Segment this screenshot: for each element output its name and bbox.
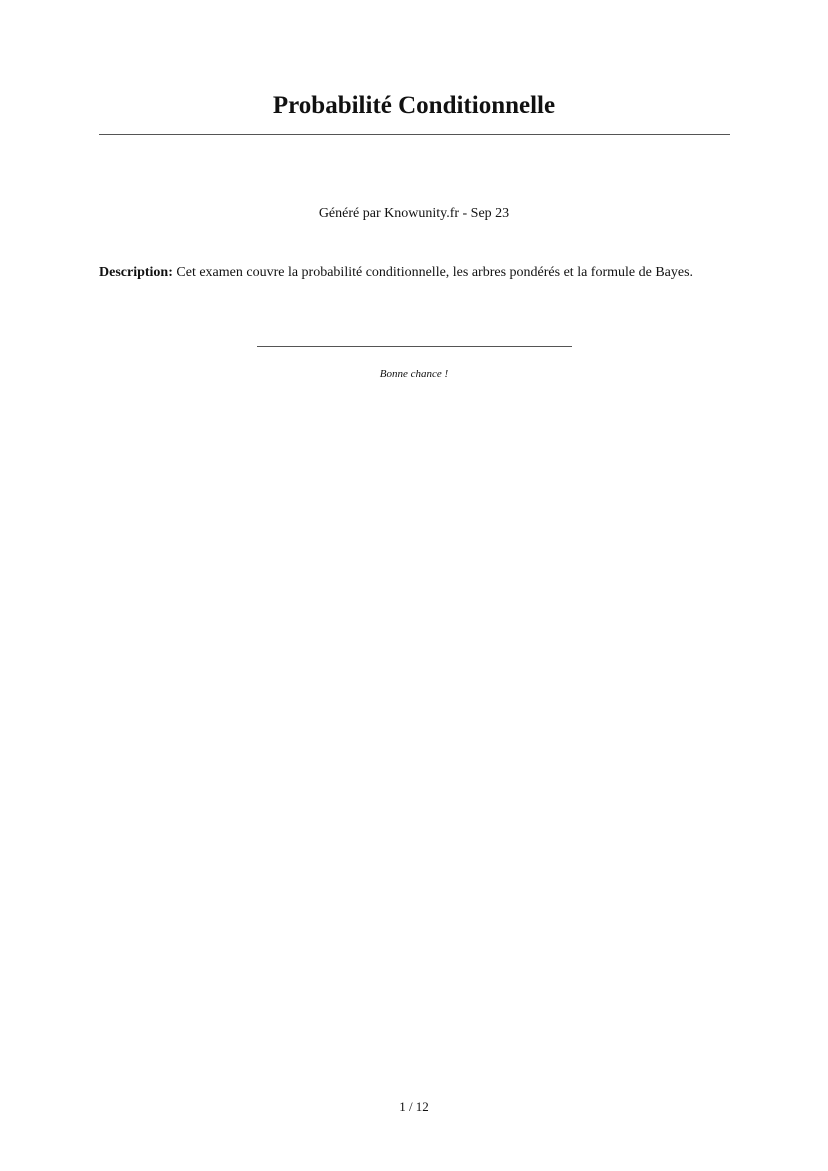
title-divider xyxy=(99,134,730,135)
description-paragraph xyxy=(99,262,730,283)
closing-message: Bonne chance ! xyxy=(379,368,449,380)
description-text: Cet examen couvre la probabilité conditionnelle, les arbres pondérés et la formule de Bayes. xyxy=(176,265,694,280)
page-number: 1 / 12 xyxy=(399,1099,429,1114)
section-divider xyxy=(257,346,572,347)
page-title: Probabilité Conditionnelle xyxy=(272,92,556,119)
description-label: Description: xyxy=(99,265,173,280)
generated-by-line: Généré par Knowunity.fr - Sep 23 xyxy=(318,206,510,221)
